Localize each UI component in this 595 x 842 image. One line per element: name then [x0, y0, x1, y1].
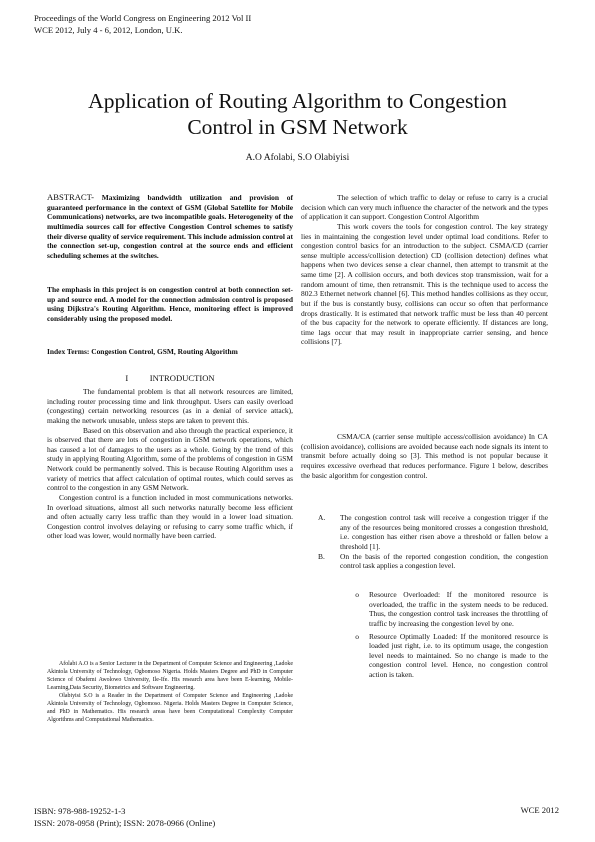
authors: A.O Afolabi, S.O Olabiyisi — [245, 153, 350, 163]
csma-ca-paragraph — [301, 432, 548, 480]
abstract-emphasis: The emphasis in this project is on congestion control at both connection set-up and source end. A model for the connection admission control is proposed using Dijkstra's Routing Algorithm. Hence, monitoring effect is improved considerably using the proposed model. — [47, 285, 293, 323]
footer-isbn: ISBN: 978-988-19252-1-3 — [34, 806, 126, 816]
running-header — [34, 12, 251, 36]
introduction-body — [47, 387, 293, 541]
footnote-afolabi: Afolabi A.O is a Senior Lecturer in the Department of Computer Science and Engineering ,Ladoke Akintola University of Technology, Ogbomoso Nigeria. Holds Masters Degree and PhD in Computer Science of Obafemi Awolowo University, Ile-Ife. His research area have been E-learning, Mobile-Learning,Data Security, Biometrics and Software Engineering. — [47, 661, 293, 692]
abstract-text: Maximizing bandwidth utilization and provision of guaranteed performance in the context of GSM (Global Satellite for Mobile Communications) networks, are two incompatible goals. Heterogeneity of the multimedia sources call for effective Congestion Control schemes to satisfy their diverse quality of service requirement. This include admission control at the connection set-up, congestion control at the source ends and efficient scheduling schemes at the switches. — [47, 193, 293, 260]
list-item-text: On the basis of the reported congestion condition, the congestion control task applies a congestion level. — [340, 551, 548, 571]
algorithm-list — [301, 513, 548, 571]
bullet-icon: o — [355, 631, 359, 641]
list-marker: B. — [318, 551, 325, 561]
header-proceedings: Proceedings of the World Congress on Engineering 2012 Vol II — [34, 13, 252, 23]
right-paragraph-2: This work covers the tools for congestion control. The key strategy lies in maintaining the congestion level under optimal load conditions. Refer to congestion control basics for an introduction to the subject. CSMA/CD (carrier sense multiple access/collision detection) CD (collision detection) defines what happens when two devices sense a clear channel, then attempt to transmit at the same time [2]. A collision occurs, and both devices stop transmission, wait for a random amount of time, then retransmit. This is the technique used to access the 802.3 Ethernet network channel [6]. This method handles collisions as they occur, but if the bus is constantly busy, collisions can occur so often that performance drops drastically. It is estimated that network traffic must be less than 40 percent of the bus capacity for the network to operate efficiently. If distances are long, time lags occur that may result in inappropriate carrier sensing, and hence collisions [7]. — [301, 221, 548, 347]
header-conference: WCE 2012, July 4 - 6, 2012, London, U.K. — [34, 25, 183, 35]
footnote-olabiyisi: Olabiyisi S.O is a Reader in the Department of Computer Science and Engineering ,Ladoke Akintola University of Technology, Ogbomoso. Nigeria. Holds Masters Degree in Computer Science, and PhD in Mathematics. His research areas have been Computational Complexity Computer Algorithms and Computational Mathematics. — [47, 693, 293, 724]
title-line-1: Application of Routing Algorithm to Congestion — [88, 89, 507, 113]
intro-paragraph-2: Based on this observation and also through the practical experience, it is observed that there are lots of congestion in GSM network operations, which has caused a lot of damages to the users as a whole. Going by the trend of this study in applying Routing Algorithm, some of the problems of congestion in GSM Network could be permanently solved. This is because Routing Algorithm uses a variety of metrics that affect calculation of optimal routes, which could serves as control to the congestion in any GSM Network. — [47, 425, 293, 493]
intro-paragraph-1: The fundamental problem is that all network resources are limited, including router processing time and link throughput. Users can easily overload (congesting) certain networking resources (as in a denial of service attack), making the network unusable, unless steps are taken to prevent this. — [47, 387, 293, 425]
right-paragraph-3: CSMA/CA (carrier sense multiple access/collision avoidance) In CA (collision avoidance), collisions are avoided because each node signals its intent to transmit before actually doing so [3]. This method is not popular because it requires excessive overhead that reduces performance. Figure 1 below, describes the basic algorithm for congestion control. — [301, 432, 548, 480]
intro-paragraph-3: Congestion control is a function included in most communications networks. In overload situations, almost all such networks naturally become less efficient and often actually carry less traffic than they would in a lower load situation. Congestion control involves delaying or refusing to carry some traffic which, if other load was lower, would normally have been carried. — [47, 492, 293, 541]
index-terms: Index Terms: Congestion Control, GSM, Routing Algorithm — [47, 347, 238, 356]
abstract-label: ABSTRACT- — [47, 192, 94, 202]
sublist-item — [301, 632, 548, 680]
author-footnotes — [47, 660, 293, 724]
page-footer — [34, 805, 215, 829]
sublist-item-text: Resource Optimally Loaded: If the monitored resource is loaded just right, i.e. to its optimum usage, the congestion level needs to maintained. So no change is made to the congestion control level. Hence, no congestion control action is taken. — [369, 631, 548, 679]
abstract — [47, 193, 293, 260]
list-marker: A. — [318, 513, 326, 522]
footer-issn: ISSN: 2078-0958 (Print); ISSN: 2078-0966 (Online) — [34, 818, 216, 828]
right-paragraph-1: The selection of which traffic to delay or refuse to carry is a crucial decision which can very much influence the character of the network and the types of application it can support. Congestion Control Algorithm — [301, 193, 548, 222]
sublist — [301, 590, 548, 680]
section-heading-introduction — [47, 374, 293, 384]
paper-title — [40, 88, 555, 140]
list-item — [301, 513, 548, 552]
title-line-2: Control in GSM Network — [187, 115, 408, 139]
footer-conference: WCE 2012 — [520, 805, 559, 815]
right-column-body — [301, 193, 548, 347]
bullet-icon: o — [355, 590, 359, 599]
list-item-text: The congestion control task will receive a congestion trigger if the any of the resources being monitored crosses a congestion threshold, i.e. congestion has either risen above a threshold or fallen below a threshold [1]. — [340, 513, 548, 551]
sublist-item-text: Resource Overloaded: If the monitored resource is overloaded, the traffic in the system needs to be reduced. Thus, the congestion control task increases the throttling of traffic by increasing the congestion level by one. — [369, 590, 548, 628]
introduction-heading: I INTRODUCTION — [125, 373, 215, 383]
list-item — [301, 552, 548, 571]
sublist-item — [301, 590, 548, 629]
